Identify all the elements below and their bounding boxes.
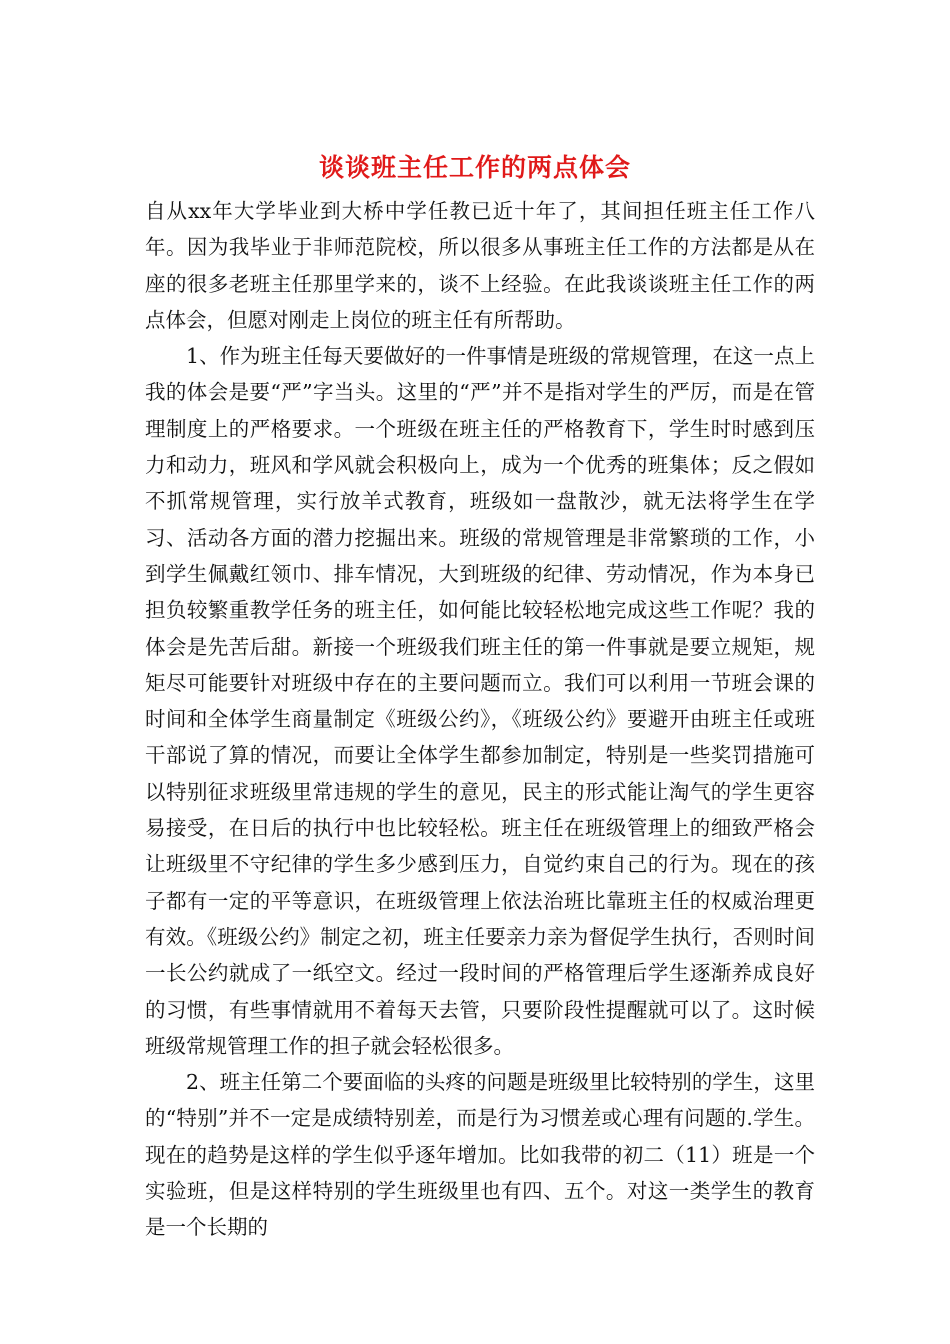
paragraph-point-2: 2、班主任第二个要面临的头疼的问题是班级里比较特别的学生，这里的“特别”并不一定是成绩特别差，而是行为习惯差或心理有问题的.学生。现在的趋势是这样的学生似乎逐年增加。比如我带的初二（11）班是一个实验班，但是这样特别的学生班级里也有四、五个。对这一类学生的教育是一个长期的 — [145, 1070, 815, 1240]
paragraph-point-1: 1、作为班主任每天要做好的一件事情是班级的常规管理，在这一点上我的体会是要“严”字当头。这里的“严”并不是指对学生的严厉，而是在管理制度上的严格要求。一个班级在班主任的严格教育下，学生时时感到压力和动力，班风和学风就会积极向上，成为一个优秀的班集体；反之假如不抓常规管理，实行放羊式教育，班级如一盘散沙，就无法将学生在学习、活动各方面的潜力挖掘出来。班级的常规管理是非常繁琐的工作，小到学生佩戴红领巾、排车情况，大到班级的纪律、劳动情况，作为本身已担负较繁重教学任务的班主任，如何能比较轻松地完成这些工作呢？我的体会是先苦后甜。新接一个班级我们班主任的第一件事就是要立规矩，规矩尽可能要针对班级中存在的主要问题而立。我们可以利用一节班会课的时间和全体学生商量制定《班级公约》，《班级公约》要避开由班主任或班干部说了算的情况，而要让全体学生都参加制定，特别是一些奖罚措施可以特别征求班级里常违规的学生的意见，民主的形式能让淘气的学生更容易接受，在日后的执行中也比较轻松。班主任在班级管理上的细致严格会让班级里不守纪律的学生多少感到压力，自觉约束自己的行为。现在的孩子都有一定的平等意识，在班级管理上依法治班比靠班主任的权威治理更有效。《班级公约》制定之初，班主任要亲力亲为督促学生执行，否则时间一长公约就成了一纸空文。经过一段时间的严格管理后学生逐渐养成良好的习惯，有些事情就用不着每天去管，只要阶段性提醒就可以了。这时候班级常规管理工作的担子就会轻松很多。 — [145, 344, 815, 1058]
document-title: 谈谈班主任工作的两点体会 — [318, 153, 631, 182]
document-body — [145, 193, 815, 1246]
paragraph-intro: 自从xx年大学毕业到大桥中学任教已近十年了，其间担任班主任工作八年。因为我毕业于非师范院校，所以很多从事班主任工作的方法都是从在座的很多老班主任那里学来的，谈不上经验。在此我谈谈班主任工作的两点体会，但愿对刚走上岗位的班主任有所帮助。 — [145, 199, 815, 332]
